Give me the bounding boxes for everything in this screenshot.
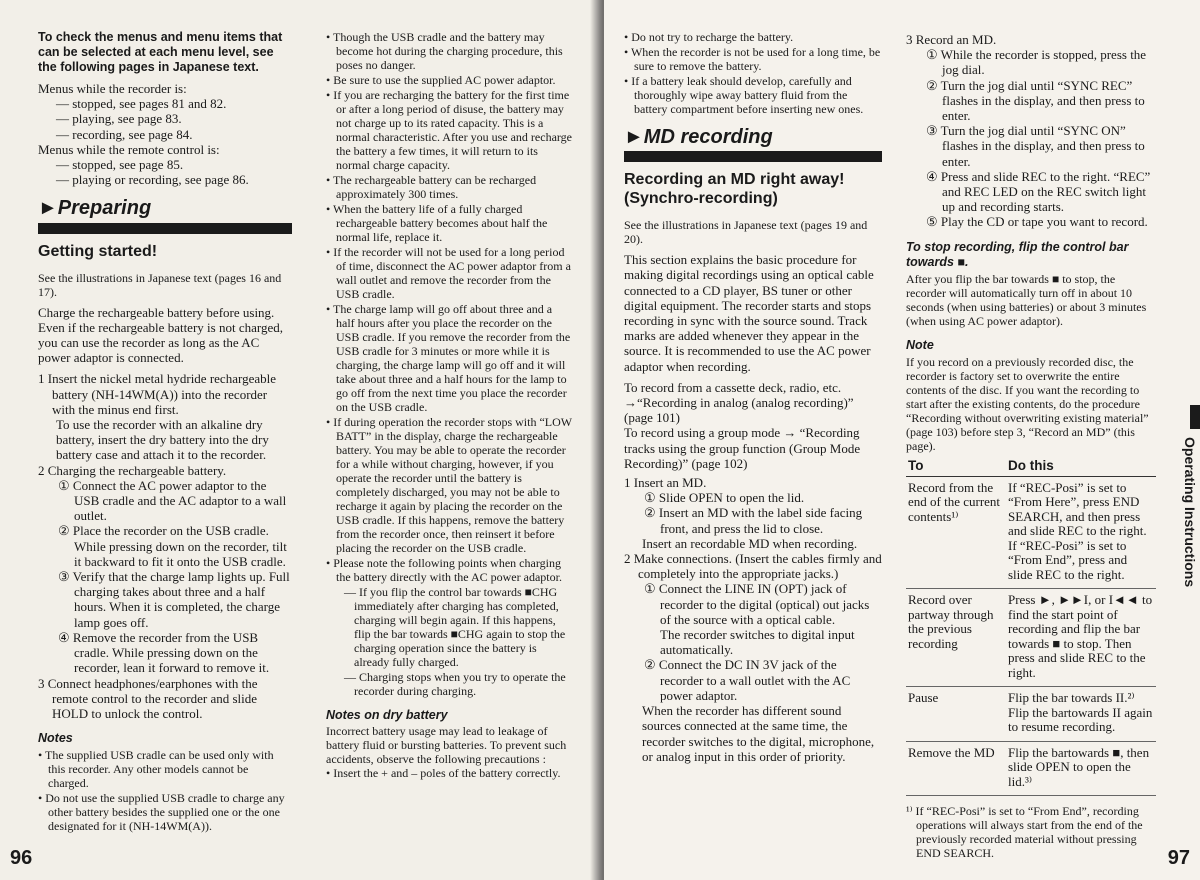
table-row [906,589,1156,687]
bullet-item: • When the battery life of a fully charged rechargeable battery becomes about half the normal life, replace it. [326,202,548,244]
menus-remote-head: Menus while the remote control is: [38,141,220,157]
group-mode-line: To record using a group mode → “Recording tracks using the group function (Group Mode Recording)” (page 102) [624,425,861,471]
menu-intro: To check the menus and menu items that can be selected at each menu level, see the following pages in Japanese text. [38,30,283,74]
menu-line: — playing, see page 83. [56,111,182,127]
note-heading: Note [906,338,934,353]
top-bullets [624,30,882,116]
table-row [906,476,1156,589]
step-1-items [624,490,882,536]
substep: ③ Turn the jog dial until “SYNC ON” flashes in the display, and then press to enter. [926,123,1145,169]
table-row [906,687,1156,742]
bullet-item: • If the recorder will not be used for a long period of time, disconnect the AC power adaptor from a wall outlet and remove the recorder from the USB cradle. [326,245,571,301]
charge-paragraph: Charge the rechargeable battery before using. Even if the rechargeable battery is not charged, you can use the recorder as long as the AC power adaptor is connected. [38,304,283,366]
section-side-tab [1174,405,1200,605]
substep: ① Connect the AC power adaptor to the USB cradle and the AC adaptor to a wall outlet. [58,477,287,524]
bullet-item: • If during operation the recorder stops with “LOW BATT” in the display, charge the rechargeable battery. You may be able to operate the recorder for a while without charging, however, if you operate the recorder until the battery is completely discharged, you may not be able to recharge it again by placing the recorder on the USB cradle. If this happens, remove the battery from the recorder once, then reinsert it before placing the recorder on the USB cradle. [326,415,572,555]
step-2-after: When the recorder has different sound sources connected at the same time, the recorder switches to the digital, microphone, or analog input in this order of priority. [642,703,875,764]
page-number-right: 97 [1167,847,1190,869]
menus-recorder-list [38,96,292,142]
step-2: 2 Charging the rechargeable battery. [38,462,227,478]
substep: ② Insert an MD with the label side facing front, and press the lid to close. [644,505,863,536]
right-page [604,0,1200,880]
table-cell: Record from the end of the current contents¹⁾ [906,476,1006,589]
substep-note: The recorder switches to digital input automatically. [660,627,855,658]
dry-battery-heading: Notes on dry battery [326,708,448,722]
dash-item: — If you flip the control bar towards ■CHG immediately after charging has completed, charging will begin again. If this happens, flip the bar towards ■CHG again to stop the charging operation since the battery is already fully charged. [344,585,566,669]
table-cell: Flip the bartowards ■, then slide OPEN to open the lid.³⁾ [1006,741,1156,796]
substep: ② Connect the DC IN 3V jack of the recorder to a wall outlet with the AC power adaptor. [644,657,851,703]
section-rule [624,151,882,162]
table-header: To [906,457,1006,476]
menu-line: — playing or recording, see page 86. [56,172,249,188]
dry-battery-paragraph: Incorrect battery usage may lead to leakage of battery fluid or bursting batteries. To prevent such accidents, observe the following precautions : [326,724,567,766]
table-header-row [906,457,1156,476]
table-cell: If “REC-Posi” is set to “From Here”, press END SEARCH, and then press and slide REC to the right. If “REC-Posi” is set to “From End”, press and slide REC to the right. [1006,476,1156,589]
substep: ④ Press and slide REC to the right. “REC” and REC LED on the REC switch light up and recording starts. [926,168,1151,215]
page-number-left: 96 [10,847,33,869]
bullet-item: • Do not try to recharge the battery. [624,30,794,44]
note-item: • Do not use the supplied USB cradle to charge any other battery besides the supplied one or the one designated for it (NH-14WM(A)). [38,791,285,834]
bullet-item: • If a battery leak should develop, carefully and thoroughly wipe away battery fluid from the battery compartment before inserting new ones. [624,74,864,116]
menu-line: — stopped, see pages 81 and 82. [56,96,227,112]
cassette-line: To record from a cassette deck, radio, etc. [624,379,842,395]
step-2: 2 Make connections. (Insert the cables firmly and completely into the appropriate jacks.) [624,551,882,582]
section-title-md-recording: ►MD recording [624,126,773,148]
subhead-synchro-recording: Recording an MD right away! (Synchro-recording) [624,171,845,208]
step-3: 3 Connect headphones/earphones with the remote control to the recorder and slide HOLD to unlock the control. [38,675,258,721]
table-row [906,741,1156,796]
menu-line: — recording, see page 84. [56,126,193,142]
step-1: 1 Insert an MD. [624,475,707,491]
bullet-item: • When the recorder is not be used for a long time, be sure to remove the battery. [624,45,881,73]
triangle-icon: ► [38,197,58,220]
substep: ② Place the recorder on the USB cradle. While pressing down on the recorder, tilt it backward to fit it onto the USB cradle. [58,523,287,569]
dash-item: — Charging stops when you try to operate the recorder during charging. [344,670,566,698]
illustration-ref: See the illustrations in Japanese text (pages 16 and 17). [38,270,282,299]
illustration-ref: See the illustrations in Japanese text (pages 19 and 20). [624,218,868,247]
step-1: 1 Insert the nickel metal hydride rechargeable battery (NH-14WM(A)) into the recorder with the minus end first. [38,371,276,417]
bullet-item: • Please note the following points when charging the battery directly with the AC power adaptor. [326,556,562,584]
step-3: 3 Record an MD. [906,32,997,47]
tab-marker [1190,405,1200,429]
right-column-2 [906,32,1156,860]
stop-recording-paragraph: After you flip the bar towards ■ to stop, the recorder will automatically turn off in about 10 seconds (when using batteries) or about 3 minutes (when using AC power adaptor). [906,272,1147,329]
intro-paragraph: This section explains the basic procedure for making digital recordings using an optical cable connected to a CD player, BS tuner or other digital equipment. The recorder starts and stops recording in sync with the source sound. Track marks are added whenever they appear in the source. It is recommended to use the AC power adaptor when recording. [624,252,874,374]
substep: ⑤ Play the CD or tape you want to record. [926,214,1148,230]
step-2-items [38,478,292,676]
subhead-getting-started: Getting started! [38,242,158,260]
table-cell: Press ►, ►►I, or I◄◄ to find the start point of recording and flip the bar towards ■ to stop. Then press and slide REC to the right. [1006,589,1156,687]
step-1-after: Insert an recordable MD when recording. [642,535,858,551]
bullet-item: • The rechargeable battery can be recharged approximately 300 times. [326,173,537,201]
triangle-icon: ► [624,126,644,148]
cassette-ref: →“Recording in analog (analog recording)” (page 101) [624,395,854,426]
note-item: • The supplied USB cradle can be used only with this recorder. Any other models cannot be charged. [38,748,274,791]
right-column-1 [624,30,882,764]
section-rule [38,223,292,234]
menus-recorder-head: Menus while the recorder is: [38,81,187,96]
step-2-items [624,581,882,703]
left-column-2 [326,30,572,781]
table-cell: Flip the bar towards II.²⁾ Flip the bartowards II again to resume recording. [1006,687,1156,742]
bullet-item: • Though the USB cradle and the battery may become hot during the charging procedure, this poses no danger. [326,30,563,72]
table-header: Do this [1006,457,1156,476]
section-title-preparing: ►Preparing [38,197,152,220]
dash-list [326,585,572,698]
step-3-items [906,47,1156,229]
substep: ④ Remove the recorder from the USB cradle. While pressing down on the recorder, lean it forward to remove it. [58,629,270,676]
notes-list [38,748,292,833]
operations-table [906,457,1156,796]
left-column-1 [38,30,292,834]
table-footnote: ¹⁾ If “REC-Posi” is set to “From End”, recording operations will always start from the end of the previously recorded material without pressing END SEARCH. [906,804,1143,861]
bullet-item: • The charge lamp will go off about three and a half hours after you place the recorder on the USB cradle. If you remove the recorder from the USB cradle for 3 minutes or more while it is charging, the charge lamp will go off and it will take about three and a half hours for the lamp to go off from the next time you place the recorder on the USB cradle. [326,302,571,414]
bullet-item: • Be sure to use the supplied AC power adaptor. [326,73,556,87]
dry-battery-bullet: • Insert the + and – poles of the battery correctly. [326,766,561,780]
side-tab-label: Operating Instructions [1182,437,1198,588]
table-cell: Record over partway through the previous recording [906,589,1006,687]
notes-heading: Notes [38,731,73,746]
note-paragraph: If you record on a previously recorded disc, the recorder is factory set to overwrite the entire contents of the disc. If you want the recording to start after the existing contents, do the procedure “Recording without overwriting existing material” (page 103) before step 3, “Record an MD” (this page). [906,355,1149,454]
stop-recording-heading: To stop recording, flip the control bar towards ■. [906,239,1129,269]
table-cell: Remove the MD [906,741,1006,796]
step-1-sub: To use the recorder with an alkaline dry battery, insert the dry battery into the dry battery case and attach it to the recorder. [56,417,269,463]
menus-remote-list [38,157,292,187]
substep: ① Slide OPEN to open the lid. [644,490,805,506]
left-page [0,0,598,880]
substep: ③ Verify that the charge lamp lights up. Full charging takes about three and a half hours. When it is completed, the charge lamp goes off. [58,569,290,630]
menu-line: — stopped, see page 85. [56,157,184,173]
substep: ① While the recorder is stopped, press the jog dial. [926,47,1147,78]
bullet-item: • If you are recharging the battery for the first time or after a long period of disuse, the battery may not charge up to its rated capacity. This is a normal characteristic. After you use and recharge the battery a few times, it will return to its normal charge capacity. [326,88,573,172]
substep: ② Turn the jog dial until “SYNC REC” flashes in the display, and then press to enter. [926,77,1145,124]
substep: ① Connect the LINE IN (OPT) jack of recorder to the digital (optical) out jacks of the source with a optical cable. [644,581,870,627]
table-cell: Pause [906,687,1006,742]
